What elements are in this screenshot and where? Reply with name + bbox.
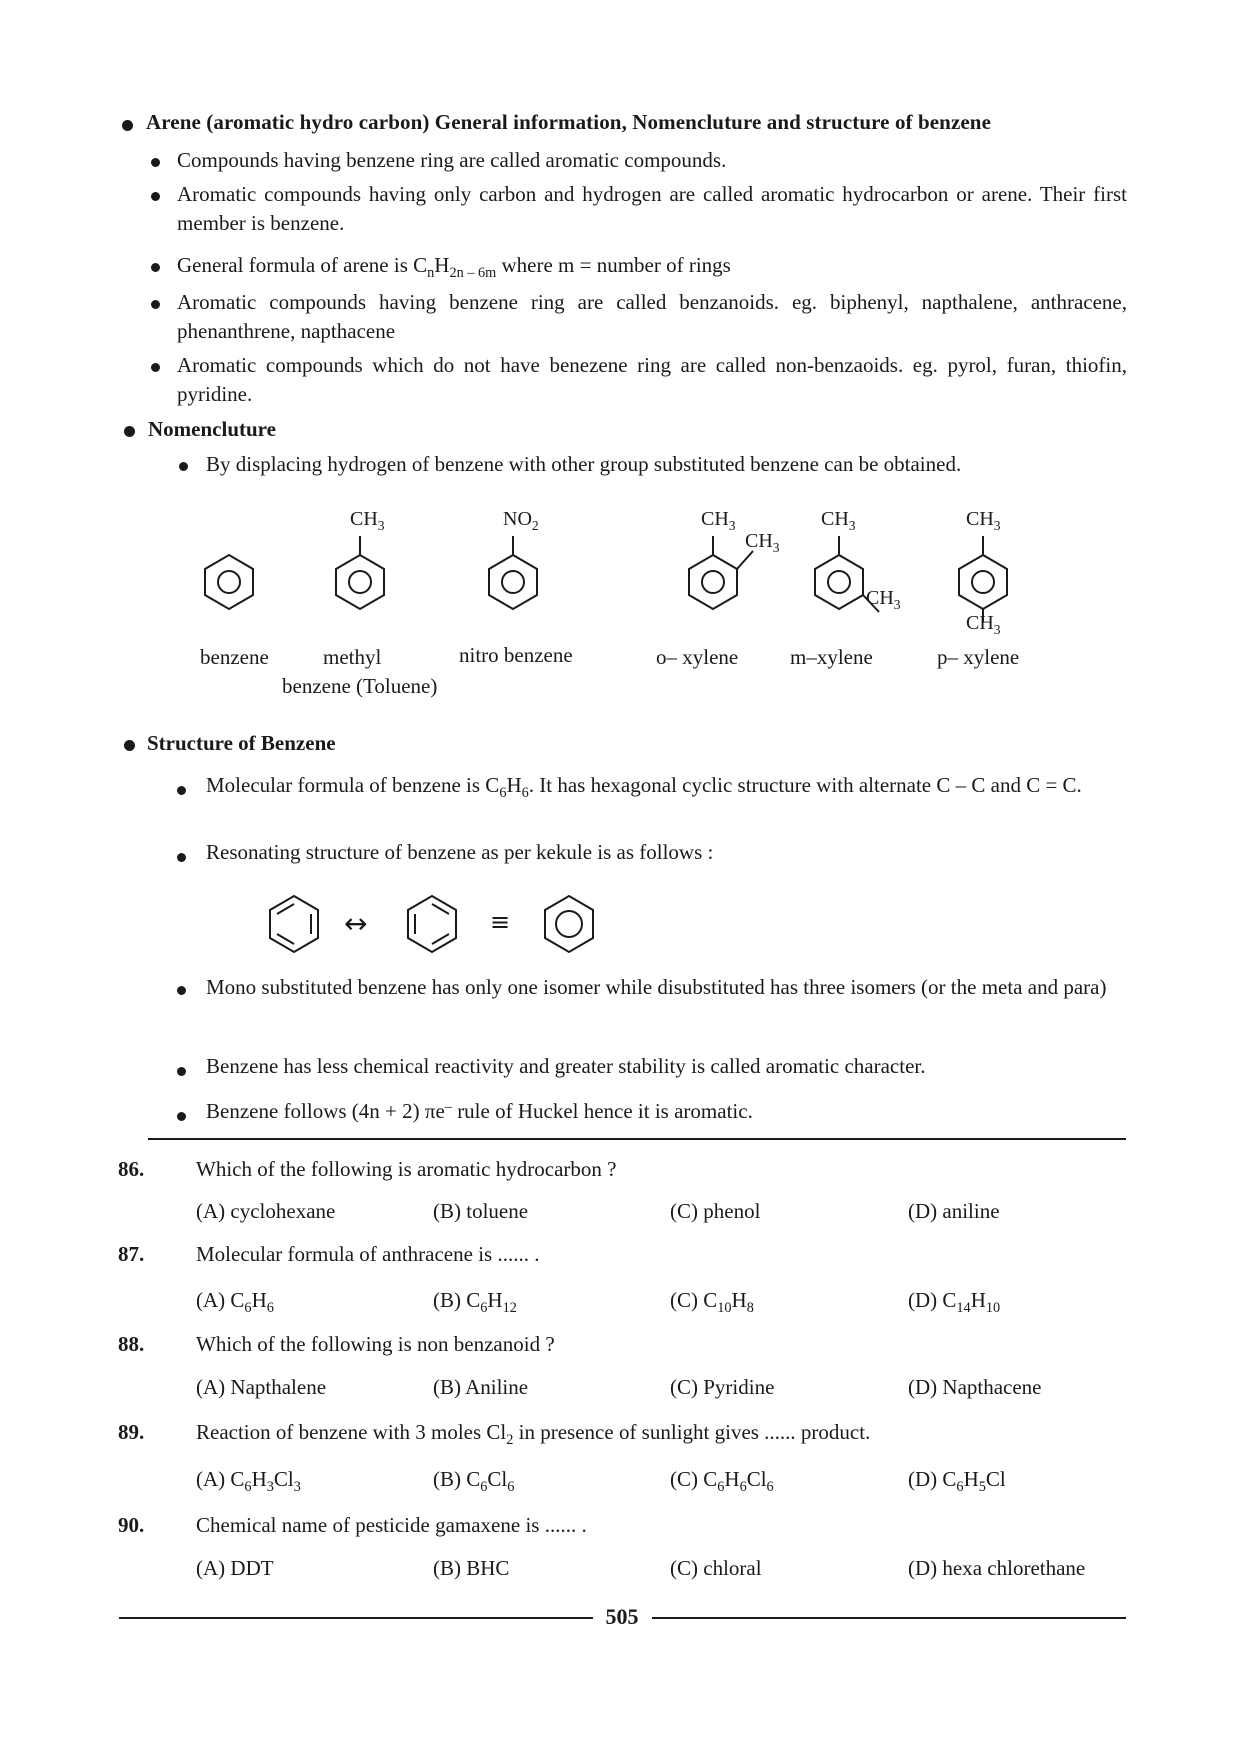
bullet-icon	[122, 120, 133, 131]
option-b[interactable]: (B) $C_6H_{12}$	[433, 1288, 517, 1316]
option-d[interactable]: (D) Napthacene	[908, 1375, 1042, 1399]
bullet-icon	[177, 1112, 186, 1121]
bullet-icon	[179, 462, 188, 471]
option-d[interactable]: (D) aniline	[908, 1199, 1000, 1223]
section-heading-nomenclature: Nomencluture	[148, 417, 276, 441]
equivalent-icon: ≡	[490, 908, 511, 936]
question-number: 86.	[118, 1157, 145, 1181]
question-number: 89.	[118, 1420, 145, 1444]
ch3-label: $CH_3$	[866, 587, 901, 612]
label-benzene: benzene	[200, 645, 269, 669]
point-isomers: Mono substituted benzene has only one isomer while disubstituted has three isomers (or the meta and para)	[206, 975, 1107, 999]
benzene-ring-icon	[205, 555, 253, 609]
point-molecular-formula: Molecular formula of benzene is $C_6H_6$. It has hexagonal cyclic structure with alternate C – C and C = C.	[206, 773, 1082, 801]
point-arene-definition: Aromatic compounds having only carbon and hydrogen are called aromatic hydrocarbon or arene. Their first member is benzene.	[177, 182, 1127, 235]
no2-label: $NO_2$	[503, 508, 539, 533]
ch3-label: $CH_3$	[350, 508, 385, 533]
option-c[interactable]: (C) Pyridine	[670, 1375, 775, 1399]
bullet-icon	[124, 740, 135, 751]
kekule-structures	[250, 890, 650, 960]
ch3-label: $CH_3$	[966, 508, 1001, 533]
point-substitution: By displacing hydrogen of benzene with other group substituted benzene can be obtained.	[206, 452, 962, 476]
bullet-icon	[177, 986, 186, 995]
bullet-icon	[151, 158, 160, 167]
option-b[interactable]: (B) Aniline	[433, 1375, 529, 1399]
option-c[interactable]: (C) phenol	[670, 1199, 761, 1223]
label-methyl: methyl	[323, 645, 382, 669]
option-c[interactable]: (C) chloral	[670, 1556, 762, 1580]
question-text: Which of the following is aromatic hydrocarbon ?	[196, 1157, 617, 1181]
nitrobenzene-ring-icon	[489, 555, 537, 609]
label-toluene: benzene (Toluene)	[282, 674, 438, 698]
bullet-icon	[124, 426, 135, 437]
bullet-icon	[177, 1067, 186, 1076]
benzene-circle-ring-icon	[545, 896, 593, 952]
nomenclature-structures	[0, 500, 1240, 660]
point-general-formula: General formula of arene is $C_nH_{2n - 6m}$ where m = number of rings	[177, 253, 731, 281]
p-xylene-ring-icon	[959, 555, 1007, 609]
question-text: Reaction of benzene with 3 moles $Cl_2$ in presence of sunlight gives ...... product.	[196, 1420, 871, 1448]
footer-rule-left	[119, 1617, 593, 1619]
bullet-icon	[151, 300, 160, 309]
bullet-icon	[151, 263, 160, 272]
option-a[interactable]: (A) $C_6H_6$	[196, 1288, 274, 1316]
point-non-benzanoids: Aromatic compounds which do not have benezene ring are called non-benzaoids. eg. pyrol, furan, thiofin, pyridine.	[177, 353, 1127, 406]
point-aromatic-compounds: Compounds having benzene ring are called aromatic compounds.	[177, 148, 727, 172]
section-heading-arene: Arene (aromatic hydro carbon) General information, Nomencluture and structure of benzene	[146, 110, 992, 134]
section-heading-structure: Structure of Benzene	[147, 731, 336, 755]
question-number: 90.	[118, 1513, 145, 1537]
option-d[interactable]: (D) hexa chlorethane	[908, 1556, 1086, 1580]
ch3-label: $CH_3$	[966, 612, 1001, 637]
option-a[interactable]: (A) cyclohexane	[196, 1199, 336, 1223]
divider	[148, 1138, 1126, 1140]
question-text: Molecular formula of anthracene is ...... .	[196, 1242, 540, 1266]
bullet-icon	[177, 853, 186, 862]
option-a[interactable]: (A) Napthalene	[196, 1375, 327, 1399]
option-c[interactable]: (C) $C_{10}H_8$	[670, 1288, 754, 1316]
label-p-xylene: p– xylene	[937, 645, 1020, 669]
question-text: Which of the following is non benzanoid ?	[196, 1332, 555, 1356]
point-resonating-structure: Resonating structure of benzene as per kekule is as follows :	[206, 840, 714, 864]
bullet-icon	[151, 363, 160, 372]
point-aromatic-character: Benzene has less chemical reactivity and greater stability is called aromatic character.	[206, 1054, 926, 1078]
point-benzanoids: Aromatic compounds having benzene ring are called benzanoids. eg. biphenyl, napthalene, anthracene, phenanthrene, napthacene	[177, 290, 1127, 343]
toluene-ring-icon	[336, 555, 384, 609]
resonance-arrow-icon: ↔	[344, 907, 368, 940]
ch3-label: $CH_3$	[821, 508, 856, 533]
label-m-xylene: m–xylene	[790, 645, 873, 669]
option-d[interactable]: (D) $C_6H_5Cl$	[908, 1467, 1006, 1495]
page-number: 505	[605, 1604, 639, 1629]
option-a[interactable]: (A) DDT	[196, 1556, 274, 1580]
ch3-label: $CH_3$	[701, 508, 736, 533]
footer-rule-right	[652, 1617, 1126, 1619]
option-b[interactable]: (B) BHC	[433, 1556, 510, 1580]
question-number: 88.	[118, 1332, 145, 1356]
o-xylene-ring-icon	[689, 555, 737, 609]
option-b[interactable]: (B) $C_6Cl_6$	[433, 1467, 515, 1495]
label-nitro-benzene: nitro benzene	[459, 643, 573, 667]
option-b[interactable]: (B) toluene	[433, 1199, 529, 1223]
option-c[interactable]: (C) $C_6H_6Cl_6$	[670, 1467, 774, 1495]
option-a[interactable]: (A) $C_6H_3Cl_3$	[196, 1467, 301, 1495]
question-text: Chemical name of pesticide gamaxene is ...... .	[196, 1513, 587, 1537]
label-o-xylene: o– xylene	[656, 645, 739, 669]
option-d[interactable]: (D) $C_{14}H_{10}$	[908, 1288, 1001, 1316]
m-xylene-ring-icon	[815, 555, 863, 609]
bullet-icon	[151, 192, 160, 201]
point-huckel-rule: Benzene follows (4n + 2) πe– rule of Huckel hence it is aromatic.	[206, 1098, 753, 1123]
bullet-icon	[177, 786, 186, 795]
ch3-label: $CH_3$	[745, 530, 780, 555]
question-number: 87.	[118, 1242, 145, 1266]
